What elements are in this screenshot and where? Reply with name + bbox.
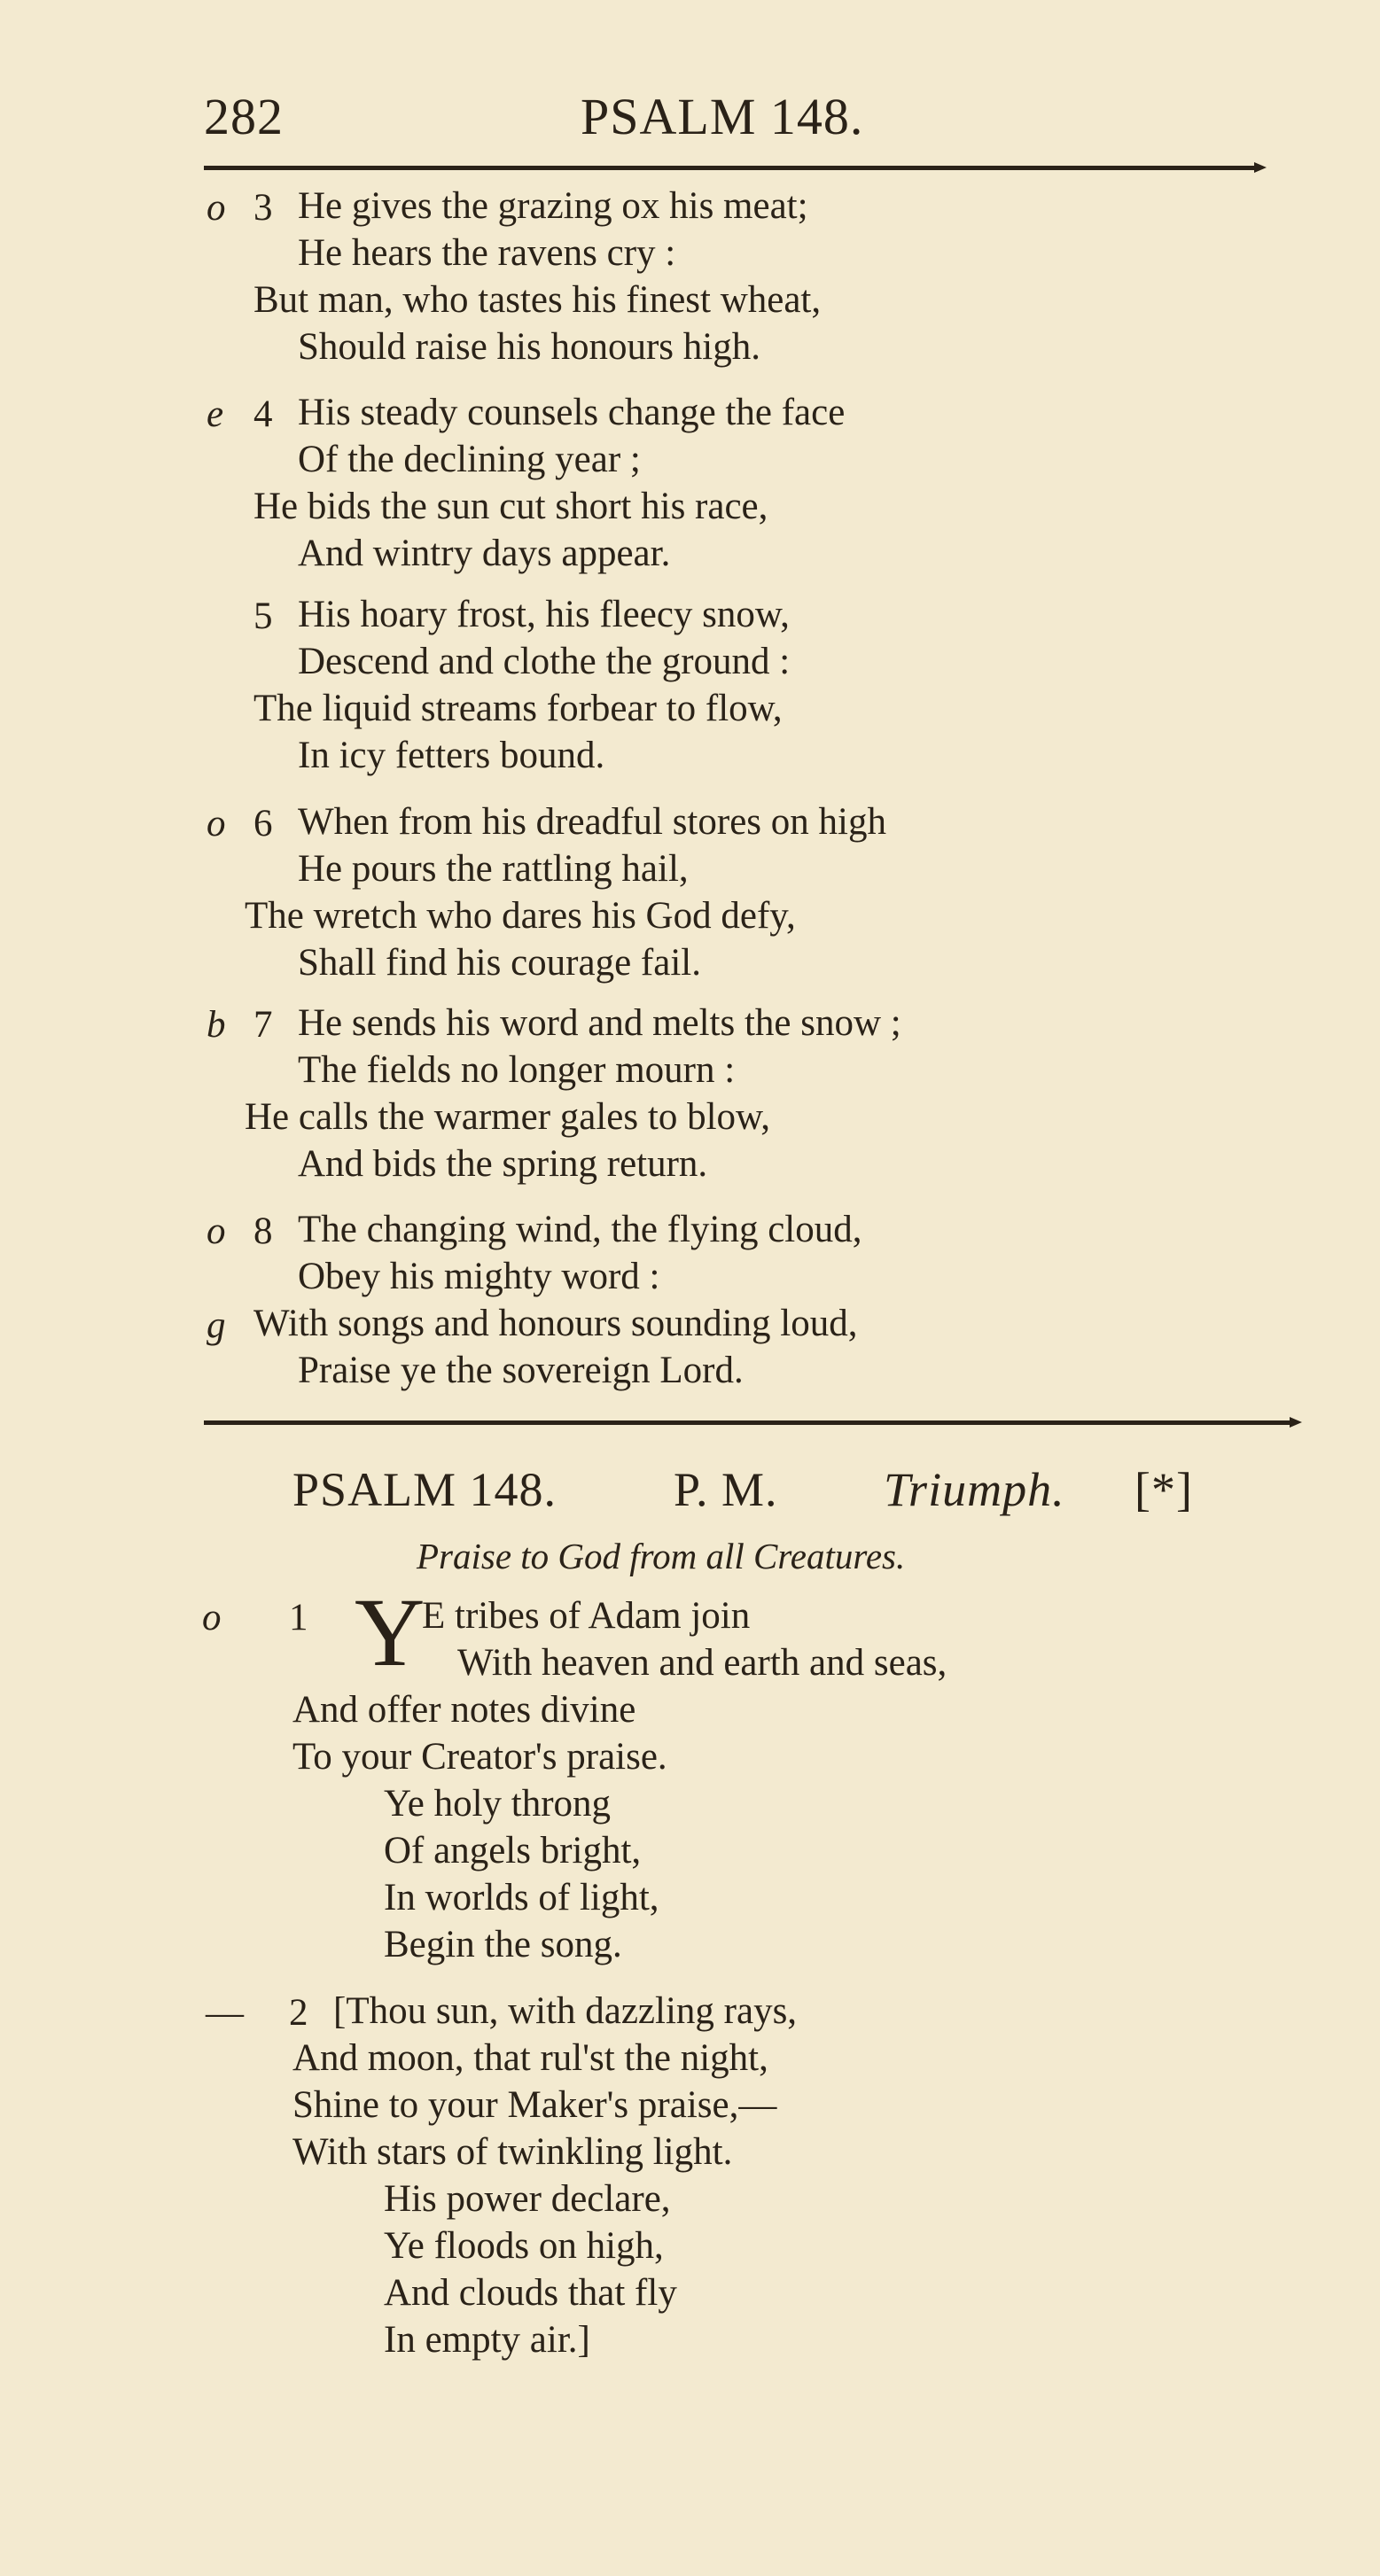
- verse-line: With heaven and earth and seas,: [457, 1642, 947, 1684]
- verse-line: With stars of twinkling light.: [292, 2131, 733, 2173]
- stanza-number: 4: [253, 393, 273, 435]
- verse-line: And bids the spring return.: [298, 1143, 708, 1185]
- stanza-mark: o: [207, 1210, 226, 1252]
- verse-line: Shine to your Maker's praise,—: [292, 2084, 777, 2126]
- verse-line: Descend and clothe the ground :: [298, 641, 791, 682]
- verse-line: Praise ye the sovereign Lord.: [298, 1350, 744, 1391]
- verse-line: [Thou sun, with dazzling rays,: [333, 1990, 798, 2032]
- verse-line: And clouds that fly: [384, 2272, 677, 2314]
- running-title: PSALM 148.: [581, 88, 864, 145]
- verse-line: He pours the rattling hail,: [298, 848, 689, 890]
- verse-line: And moon, that rul'st the night,: [292, 2037, 768, 2079]
- section-rule: [204, 1420, 1290, 1425]
- verse-line: To your Creator's praise.: [292, 1736, 667, 1778]
- stanza-number: 6: [253, 803, 273, 844]
- verse-line: His hoary frost, his fleecy snow,: [298, 594, 790, 635]
- stanza-number: 3: [253, 187, 273, 229]
- psalm-meter: P. M.: [674, 1463, 778, 1516]
- verse-line: The liquid streams forbear to flow,: [253, 688, 783, 729]
- verse-line: And offer notes divine: [292, 1689, 636, 1731]
- verse-line: Should raise his honours high.: [298, 326, 760, 368]
- psalm-subtitle: Praise to God from all Creatures.: [417, 1536, 906, 1576]
- psalm-tune: Triumph.: [884, 1463, 1065, 1516]
- verse-line: Shall find his courage fail.: [298, 942, 701, 984]
- verse-line: Of the declining year ;: [298, 439, 641, 480]
- stanza-mark: b: [207, 1004, 226, 1046]
- page-number: 282: [204, 88, 284, 145]
- verse-line: In worlds of light,: [384, 1877, 659, 1918]
- stanza-mark: —: [206, 1992, 244, 2034]
- stanza-number: 2: [289, 1992, 308, 2034]
- stanza-mark: o: [207, 803, 226, 844]
- verse-line: His steady counsels change the face: [298, 392, 846, 433]
- verse-line: The changing wind, the flying cloud,: [298, 1209, 862, 1250]
- psalm-note: [*]: [1134, 1463, 1193, 1516]
- stanza-mark: e: [207, 393, 224, 435]
- verse-line: But man, who tastes his finest wheat,: [253, 279, 822, 321]
- verse-line: The wretch who dares his God defy,: [245, 895, 796, 937]
- verse-line: He hears the ravens cry :: [298, 232, 676, 274]
- verse-line: He calls the warmer gales to blow,: [245, 1096, 771, 1138]
- verse-line: He bids the sun cut short his race,: [253, 486, 768, 527]
- stanza-number: 8: [253, 1210, 273, 1252]
- stanza-mark: o: [202, 1597, 222, 1638]
- stanza-mark: g: [207, 1304, 226, 1346]
- stanza-number: 7: [253, 1004, 273, 1046]
- verse-line: With songs and honours sounding loud,: [253, 1303, 858, 1344]
- verse-line: Of angels bright,: [384, 1830, 642, 1872]
- verse-line: E tribes of Adam join: [422, 1595, 751, 1637]
- drop-capital: Y: [355, 1578, 425, 1686]
- verse-line: Obey his mighty word :: [298, 1256, 660, 1297]
- verse-line: He gives the grazing ox his meat;: [298, 185, 808, 227]
- verse-line: Ye holy throng: [384, 1783, 612, 1825]
- verse-line: He sends his word and melts the snow ;: [298, 1002, 901, 1044]
- verse-line: In empty air.]: [384, 2319, 590, 2361]
- verse-line: In icy fetters bound.: [298, 735, 605, 776]
- verse-line: His power declare,: [384, 2178, 671, 2220]
- stanza-number: 5: [253, 595, 273, 637]
- verse-line: Ye floods on high,: [384, 2225, 664, 2267]
- verse-line: And wintry days appear.: [298, 533, 671, 574]
- verse-line: When from his dreadful stores on high: [298, 801, 886, 843]
- verse-line: Begin the song.: [384, 1924, 622, 1965]
- header-rule: [204, 166, 1254, 170]
- stanza-mark: o: [207, 187, 226, 229]
- psalm-title: PSALM 148.: [292, 1463, 557, 1516]
- stanza-number: 1: [289, 1597, 308, 1638]
- verse-line: The fields no longer mourn :: [298, 1049, 736, 1091]
